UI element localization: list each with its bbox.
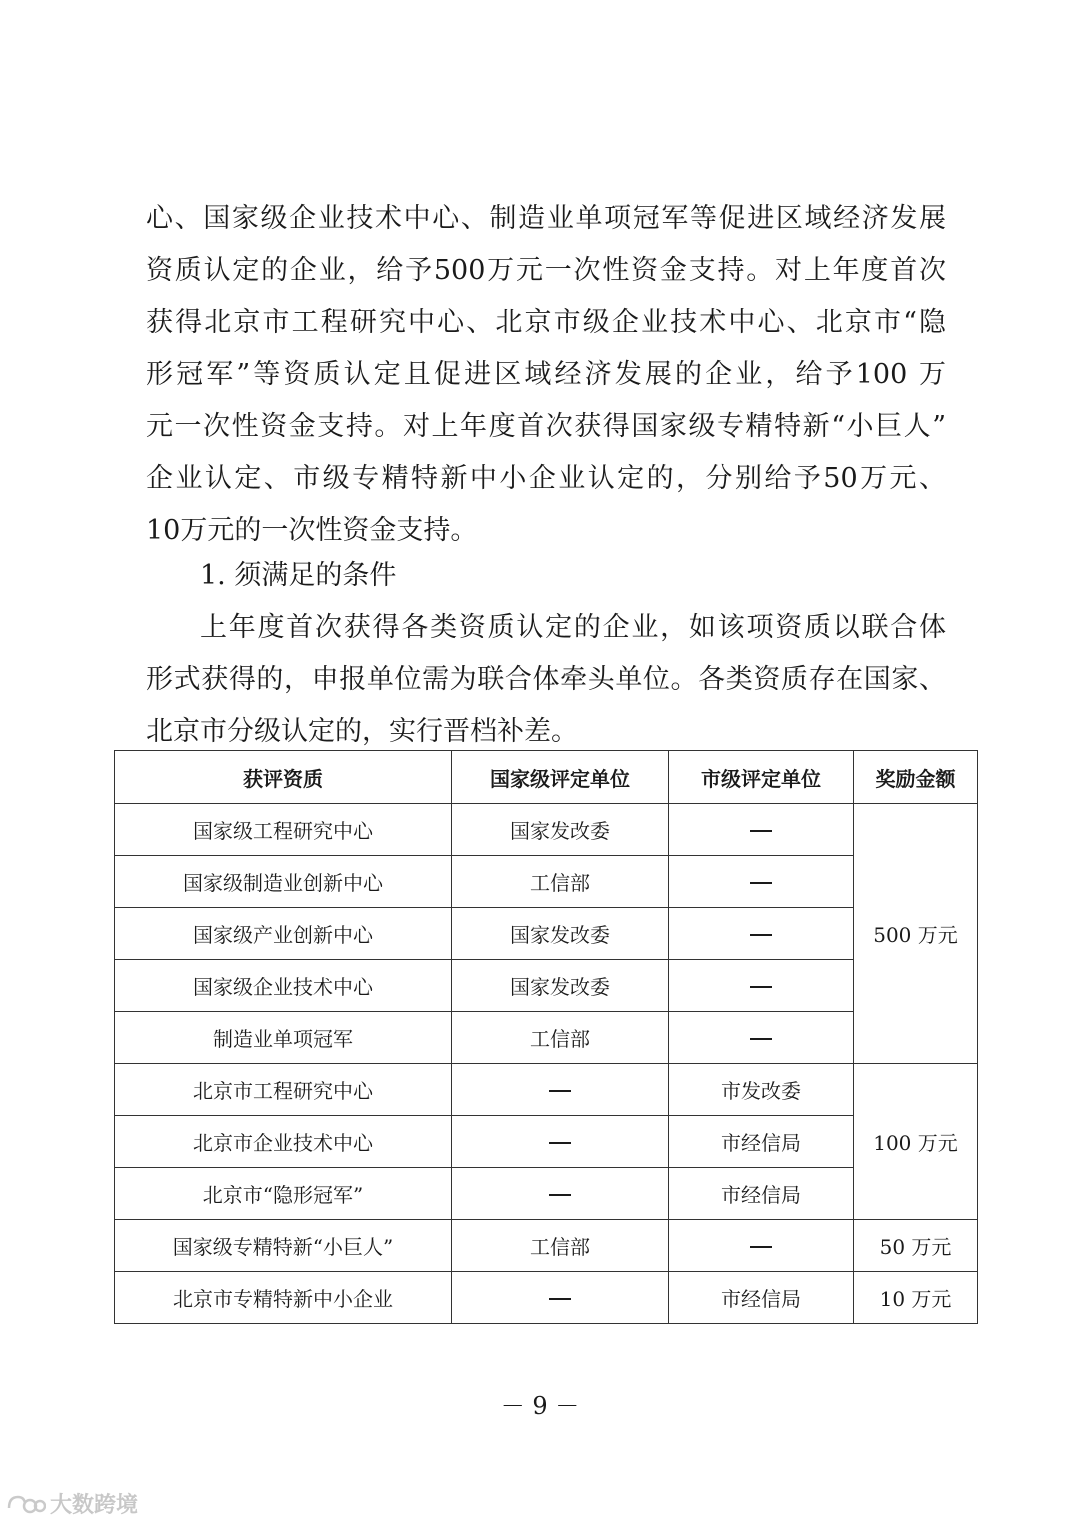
table-row (115, 908, 978, 960)
text-line: 企业认定、市级专精特新中小企业认定的，分别给予50万元、 (146, 463, 946, 494)
dash-mark (750, 830, 772, 832)
cell-national-unit: 工信部 (452, 856, 669, 908)
cell-national-unit (452, 1116, 669, 1168)
page-number: － 9 － (500, 1392, 580, 1420)
cell-qualification: 北京市专精特新中小企业 (115, 1272, 452, 1324)
cell-municipal-unit (669, 960, 854, 1012)
table-row (115, 1012, 978, 1064)
cell-municipal-unit: 市经信局 (669, 1272, 854, 1324)
cell-award-500: 500 万元 (854, 804, 978, 1064)
text-line: 心、国家级企业技术中心、制造业单项冠军等促进区域经济发展 (146, 203, 946, 234)
table-row (115, 1272, 978, 1324)
cell-municipal-unit (669, 908, 854, 960)
text-line: 元一次性资金支持。对上年度首次获得国家级专精特新“小巨人” (146, 411, 946, 442)
text-line: 资质认定的企业，给予500万元一次性资金支持。对上年度首次 (146, 255, 946, 286)
table-row (115, 1064, 978, 1116)
text-line: 上年度首次获得各类资质认定的企业，如该项资质以联合体 (200, 612, 946, 643)
dash-mark (549, 1298, 571, 1300)
paragraph-conditions (146, 602, 946, 758)
table-row (115, 960, 978, 1012)
cell-qualification: 国家级企业技术中心 (115, 960, 452, 1012)
cell-qualification: 北京市企业技术中心 (115, 1116, 452, 1168)
header-national-unit: 国家级评定单位 (452, 751, 669, 804)
dash-mark (549, 1142, 571, 1144)
text-line: 形冠军”等资质认定且促进区域经济发展的企业，给予100 万 (146, 359, 946, 390)
table-header-row (115, 751, 978, 804)
cell-qualification: 北京市“隐形冠军” (115, 1168, 452, 1220)
cell-qualification: 国家级产业创新中心 (115, 908, 452, 960)
cell-municipal-unit (669, 804, 854, 856)
table-row (115, 1168, 978, 1220)
watermark (6, 1488, 138, 1519)
cell-municipal-unit: 市经信局 (669, 1116, 854, 1168)
cell-municipal-unit (669, 856, 854, 908)
text-line: 获得北京市工程研究中心、北京市级企业技术中心、北京市“隐 (146, 307, 946, 338)
dash-mark (750, 882, 772, 884)
cell-municipal-unit (669, 1012, 854, 1064)
dash-mark (750, 1246, 772, 1248)
cell-national-unit (452, 1168, 669, 1220)
table-row (115, 856, 978, 908)
header-municipal-unit: 市级评定单位 (669, 751, 854, 804)
table-row (115, 1116, 978, 1168)
brand-logo-icon (6, 1493, 46, 1515)
dash-mark (750, 1038, 772, 1040)
text-line: 10万元的一次性资金支持。 (146, 515, 478, 546)
cell-national-unit: 工信部 (452, 1012, 669, 1064)
paragraph-policy (146, 193, 946, 557)
cell-national-unit: 工信部 (452, 1220, 669, 1272)
dash-mark (750, 986, 772, 988)
table-row (115, 1220, 978, 1272)
dash-mark (549, 1090, 571, 1092)
cell-municipal-unit (669, 1220, 854, 1272)
cell-award-50: 50 万元 (854, 1220, 978, 1272)
cell-national-unit: 国家发改委 (452, 804, 669, 856)
cell-municipal-unit: 市发改委 (669, 1064, 854, 1116)
cell-qualification: 国家级专精特新“小巨人” (115, 1220, 452, 1272)
award-table (114, 750, 978, 1324)
text-line: 形式获得的，申报单位需为联合体牵头单位。各类资质存在国家、 (146, 664, 946, 695)
table-row (115, 804, 978, 856)
cell-award-100: 100 万元 (854, 1064, 978, 1220)
cell-qualification: 国家级制造业创新中心 (115, 856, 452, 908)
cell-qualification: 北京市工程研究中心 (115, 1064, 452, 1116)
cell-municipal-unit: 市经信局 (669, 1168, 854, 1220)
cell-national-unit: 国家发改委 (452, 960, 669, 1012)
cell-qualification: 制造业单项冠军 (115, 1012, 452, 1064)
cell-national-unit (452, 1272, 669, 1324)
section-heading: 1. 须满足的条件 (200, 560, 397, 591)
cell-national-unit: 国家发改委 (452, 908, 669, 960)
dash-mark (549, 1194, 571, 1196)
header-qualification: 获评资质 (115, 751, 452, 804)
cell-award-10: 10 万元 (854, 1272, 978, 1324)
cell-qualification: 国家级工程研究中心 (115, 804, 452, 856)
cell-national-unit (452, 1064, 669, 1116)
header-award-amount: 奖励金额 (854, 751, 978, 804)
dash-mark (750, 934, 772, 936)
text-line: 北京市分级认定的，实行晋档补差。 (146, 716, 578, 747)
watermark-text: 大数跨境 (50, 1493, 139, 1518)
